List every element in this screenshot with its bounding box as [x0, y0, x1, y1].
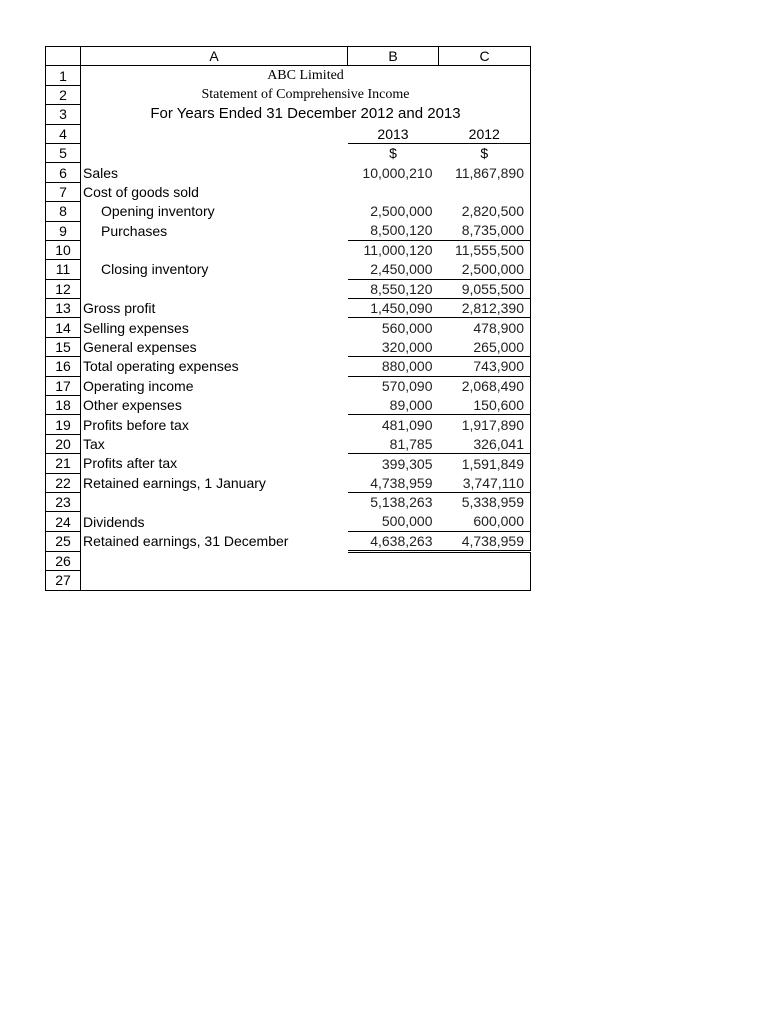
- sheet-row: [46, 163, 531, 182]
- label-cell[interactable]: Purchases: [101, 222, 168, 239]
- row-number[interactable]: 18: [46, 396, 81, 415]
- cell-a[interactable]: [81, 571, 348, 590]
- currency-cell-c[interactable]: $: [439, 143, 531, 162]
- cell-a[interactable]: [81, 143, 348, 162]
- row-number[interactable]: 2: [46, 85, 81, 104]
- value-cell-c[interactable]: 2,068,490: [439, 376, 531, 395]
- cell-b[interactable]: [348, 571, 439, 590]
- sheet-row: [46, 357, 531, 376]
- corner-cell[interactable]: [46, 47, 81, 66]
- value-cell-b[interactable]: 8,500,120: [370, 222, 433, 239]
- sheet-row: [46, 396, 531, 415]
- value-cell-c[interactable]: [439, 182, 531, 201]
- value-cell-c[interactable]: 478,900: [439, 318, 531, 337]
- sheet-row: [46, 240, 531, 259]
- value-cell-b[interactable]: [348, 182, 439, 201]
- value-cell-b[interactable]: 10,000,210: [362, 164, 433, 181]
- sheet-row: [46, 124, 531, 143]
- cell-a[interactable]: [81, 124, 348, 143]
- sheet-row: [46, 221, 531, 240]
- value-cell-c[interactable]: 4,738,959: [439, 531, 531, 551]
- period-title[interactable]: For Years Ended 31 December 2012 and 2013: [81, 105, 531, 124]
- label-cell[interactable]: Closing inventory: [101, 261, 209, 278]
- value-cell-b[interactable]: 89,000: [389, 396, 433, 413]
- value-cell-b[interactable]: 880,000: [348, 357, 439, 376]
- value-cell-b[interactable]: 570,090: [348, 376, 439, 395]
- label-cell[interactable]: Profits after tax: [83, 455, 178, 472]
- sheet-row: [46, 260, 531, 279]
- value-cell-c[interactable]: 5,338,959: [439, 492, 531, 511]
- value-cell-b[interactable]: 500,000: [381, 513, 433, 530]
- row-number[interactable]: 27: [46, 571, 81, 590]
- value-cell-c[interactable]: 2,820,500: [439, 202, 531, 221]
- row-number[interactable]: 21: [46, 454, 81, 473]
- company-title[interactable]: ABC Limited: [81, 66, 531, 85]
- row-number[interactable]: 11: [46, 260, 81, 279]
- sheet-row: [46, 202, 531, 221]
- sheet-row: [46, 105, 531, 124]
- label-cell[interactable]: Sales: [83, 164, 119, 181]
- label-cell[interactable]: Retained earnings, 1 January: [83, 474, 266, 491]
- row-number[interactable]: 19: [46, 415, 81, 434]
- row-number[interactable]: 10: [46, 240, 81, 259]
- value-cell-b[interactable]: 1,450,090: [348, 299, 439, 318]
- sheet-row: [46, 85, 531, 104]
- sheet-row: [46, 512, 531, 531]
- value-cell-c[interactable]: 3,747,110: [439, 473, 531, 492]
- value-cell-c[interactable]: 1,917,890: [439, 415, 531, 434]
- sheet-row: [46, 531, 531, 551]
- label-cell[interactable]: General expenses: [83, 339, 197, 356]
- year-cell-b[interactable]: 2013: [377, 125, 409, 142]
- value-cell-c[interactable]: 11,555,500: [439, 240, 531, 259]
- value-cell-b[interactable]: 81,785: [389, 435, 433, 452]
- value-cell-b[interactable]: 2,450,000: [370, 261, 433, 278]
- value-cell-b[interactable]: 560,000: [348, 318, 439, 337]
- row-number[interactable]: 1: [46, 66, 81, 85]
- row-number[interactable]: 24: [46, 512, 81, 531]
- sheet-row: [46, 182, 531, 201]
- row-number[interactable]: 25: [46, 531, 81, 551]
- sheet-row: [46, 318, 531, 337]
- currency-cell-b[interactable]: $: [348, 143, 439, 162]
- cell-c[interactable]: [439, 551, 531, 570]
- label-cell[interactable]: [81, 279, 348, 298]
- value-cell-c[interactable]: 8,735,000: [439, 221, 531, 240]
- statement-title[interactable]: Statement of Comprehensive Income: [81, 85, 531, 104]
- sheet-row: [46, 279, 531, 298]
- row-number[interactable]: 16: [46, 357, 81, 376]
- cell-c[interactable]: [439, 571, 531, 590]
- value-cell-b[interactable]: 399,305: [348, 454, 439, 473]
- sheet-row: [46, 415, 531, 434]
- value-cell-b[interactable]: 320,000: [381, 338, 433, 355]
- row-number[interactable]: 15: [46, 337, 81, 356]
- label-cell[interactable]: Cost of goods sold: [83, 183, 199, 200]
- sheet-row: [46, 66, 531, 85]
- value-cell-b[interactable]: 5,138,263: [348, 492, 439, 511]
- row-number[interactable]: 9: [46, 221, 81, 240]
- row-number[interactable]: 26: [46, 551, 81, 570]
- column-header-b[interactable]: B: [348, 47, 439, 66]
- value-cell-c[interactable]: 2,500,000: [439, 260, 531, 279]
- value-cell-c[interactable]: 2,812,390: [439, 299, 531, 318]
- row-number[interactable]: 7: [46, 182, 81, 201]
- sheet-row: [46, 492, 531, 511]
- value-cell-b[interactable]: 11,000,120: [348, 240, 439, 259]
- column-header-a[interactable]: A: [81, 47, 348, 66]
- row-number[interactable]: 13: [46, 299, 81, 318]
- sheet-row: [46, 454, 531, 473]
- label-cell[interactable]: Retained earnings, 31 December: [83, 533, 289, 550]
- label-cell[interactable]: Total operating expenses: [83, 358, 239, 375]
- sheet-row: [46, 337, 531, 356]
- row-number[interactable]: 8: [46, 202, 81, 221]
- label-cell[interactable]: Selling expenses: [83, 319, 189, 336]
- value-cell-c[interactable]: 600,000: [439, 512, 531, 531]
- value-cell-c[interactable]: 326,041: [439, 434, 531, 453]
- column-header-row: [46, 47, 531, 66]
- row-number[interactable]: 22: [46, 473, 81, 492]
- sheet-row: [46, 473, 531, 492]
- row-number[interactable]: 12: [46, 279, 81, 298]
- label-cell[interactable]: Gross profit: [83, 300, 156, 317]
- label-cell[interactable]: Other expenses: [83, 397, 182, 414]
- label-cell[interactable]: Profits before tax: [83, 416, 189, 433]
- value-cell-c[interactable]: 265,000: [439, 337, 531, 356]
- value-cell-c[interactable]: 1,591,849: [439, 454, 531, 473]
- value-cell-b[interactable]: 4,638,263: [348, 531, 439, 551]
- label-cell[interactable]: Operating income: [83, 377, 194, 394]
- row-number[interactable]: 5: [46, 143, 81, 162]
- label-cell[interactable]: Opening inventory: [101, 203, 215, 220]
- sheet-row: [46, 299, 531, 318]
- row-number[interactable]: 6: [46, 163, 81, 182]
- value-cell-c[interactable]: 11,867,890: [439, 163, 531, 182]
- value-cell-b[interactable]: 4,738,959: [370, 474, 433, 491]
- row-number[interactable]: 3: [46, 105, 81, 124]
- label-cell[interactable]: Tax: [83, 436, 105, 452]
- value-cell-c[interactable]: 150,600: [439, 396, 531, 415]
- label-cell[interactable]: Dividends: [83, 513, 145, 530]
- value-cell-b[interactable]: 481,090: [348, 415, 439, 434]
- row-number[interactable]: 14: [46, 318, 81, 337]
- column-header-c[interactable]: C: [439, 47, 531, 66]
- row-number[interactable]: 4: [46, 124, 81, 143]
- value-cell-b[interactable]: 2,500,000: [370, 203, 433, 220]
- value-cell-c[interactable]: 743,900: [439, 357, 531, 376]
- sheet-row: [46, 143, 531, 162]
- spreadsheet: [45, 46, 531, 591]
- row-number[interactable]: 23: [46, 492, 81, 511]
- cell-a[interactable]: [81, 551, 348, 570]
- sheet-row: [46, 571, 531, 590]
- cell-b[interactable]: [348, 551, 439, 570]
- sheet-row: [46, 434, 531, 453]
- row-number[interactable]: 17: [46, 376, 81, 395]
- row-number[interactable]: 20: [46, 434, 81, 453]
- sheet-row: [46, 376, 531, 395]
- sheet-row: [46, 551, 531, 570]
- value-cell-b[interactable]: 8,550,120: [348, 279, 439, 298]
- value-cell-c[interactable]: 9,055,500: [439, 279, 531, 298]
- year-cell-c[interactable]: 2012: [439, 124, 531, 143]
- label-cell[interactable]: [81, 492, 348, 511]
- label-cell[interactable]: [81, 240, 348, 259]
